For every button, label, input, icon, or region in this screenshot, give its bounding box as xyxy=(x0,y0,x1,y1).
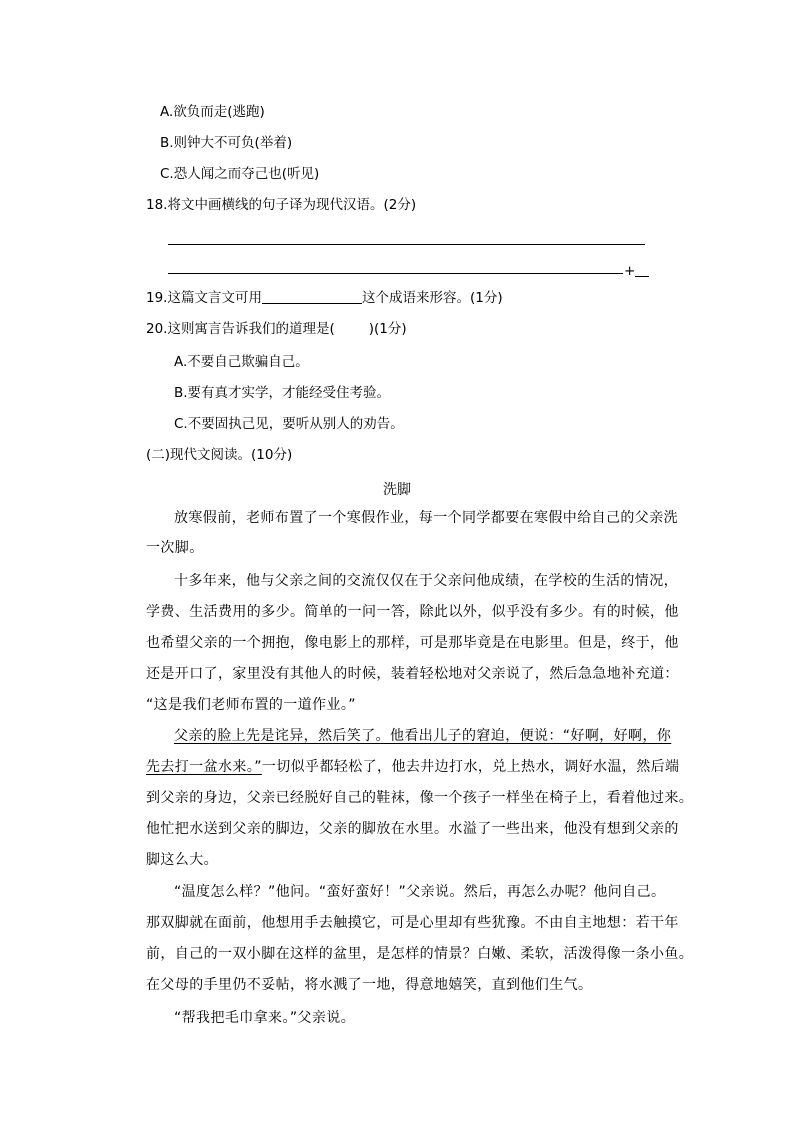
passage-line: 他忙把水送到父亲的脚边，父亲的脚放在水里。水溢了一些出来，他没有想到父亲的 xyxy=(146,821,679,837)
passage-line: 前，自己的一双小脚在这样的盆里，是怎样的情景？白嫩、柔软，活泼得像一条小鱼。 xyxy=(146,946,694,962)
passage-line: 一次脚。 xyxy=(146,540,204,556)
passage-line: 到父亲的身边，父亲已经脱好自己的鞋袜，像一个孩子一样坐在椅子上，看着他过来。 xyxy=(146,790,694,806)
q20-prefix: 20.这则寓言告诉我们的道理是( xyxy=(146,321,335,337)
passage-title: 洗脚 xyxy=(383,482,411,498)
q19-prompt xyxy=(146,288,503,308)
passage-line: 也希望父亲的一个拥抱，像电影上的那样，可是那毕竟是在电影里。但是，终于，他 xyxy=(146,635,679,651)
q18-prompt: 18.将文中画横线的句子译为现代汉语。(2分) xyxy=(146,197,417,213)
passage-line: 脚这么大。 xyxy=(146,852,218,868)
q18-answer-line-1[interactable] xyxy=(168,244,645,245)
underlined-sentence-end: 先去打一盆水来。” xyxy=(146,759,262,775)
passage-line: “帮我把毛巾拿来。”父亲说。 xyxy=(174,1010,356,1026)
q17-option-b: B.则钟大不可负(举着) xyxy=(160,135,293,151)
q20-prompt xyxy=(146,319,407,339)
passage-line: 放寒假前，老师布置了一个寒假作业，每一个同学都要在寒假中给自己的父亲洗 xyxy=(174,510,678,526)
q19-answer-blank[interactable] xyxy=(262,289,362,304)
q17-option-a: A.欲负而走(逃跑) xyxy=(160,104,265,120)
underlined-sentence: 父亲的脸上先是诧异，然后笑了。他看出儿子的窘迫，便说：“好啊，好啊，你 xyxy=(174,728,672,744)
q19-suffix: 这个成语来形容。(1分) xyxy=(361,290,503,306)
q19-prefix: 19.这篇文言文可用 xyxy=(146,290,262,306)
q20-option-b: B.要有真才实学，才能经受住考验。 xyxy=(174,385,391,401)
passage-line: 先去打一盆水来。”一切似乎都轻松了，他去井边打水，兑上热水，调好水温，然后端 xyxy=(146,759,680,775)
section-heading: (二)现代文阅读。(10分) xyxy=(146,447,293,463)
q17-option-c: C.恐人闻之而夺己也(听见) xyxy=(160,166,320,182)
passage-line: 还是开口了，家里没有其他人的时候，装着轻松地对父亲说了，然后急急地补充道： xyxy=(146,666,679,682)
q18-answer-line-2[interactable] xyxy=(168,273,623,274)
passage-line: 在父母的手里仍不妥帖，将水溅了一地，得意地嬉笑，直到他们生气。 xyxy=(146,977,593,993)
q20-option-a: A.不要自己欺骗自己。 xyxy=(174,354,309,370)
q20-option-c: C.不要固执己见，要听从别人的劝告。 xyxy=(174,416,404,432)
q20-suffix: )(1分) xyxy=(368,321,407,337)
passage-line: 十多年来，他与父亲之间的交流仅仅在于父亲问他成绩，在学校的生活的情况， xyxy=(174,573,678,589)
passage-line: “温度怎么样？”他问。“蛮好蛮好！”父亲说。然后，再怎么办呢？他问自己。 xyxy=(174,884,666,900)
q18-tail-mark: + xyxy=(624,261,649,281)
passage-line: 那双脚就在面前，他想用手去触摸它，可是心里却有些犹豫。不由自主地想：若干年 xyxy=(146,915,679,931)
passage-line: 学费、生活费用的多少。简单的一问一答，除此以外，似乎没有多少。有的时候，他 xyxy=(146,604,679,620)
passage-line: “这是我们老师布置的一道作业。” xyxy=(146,697,356,713)
